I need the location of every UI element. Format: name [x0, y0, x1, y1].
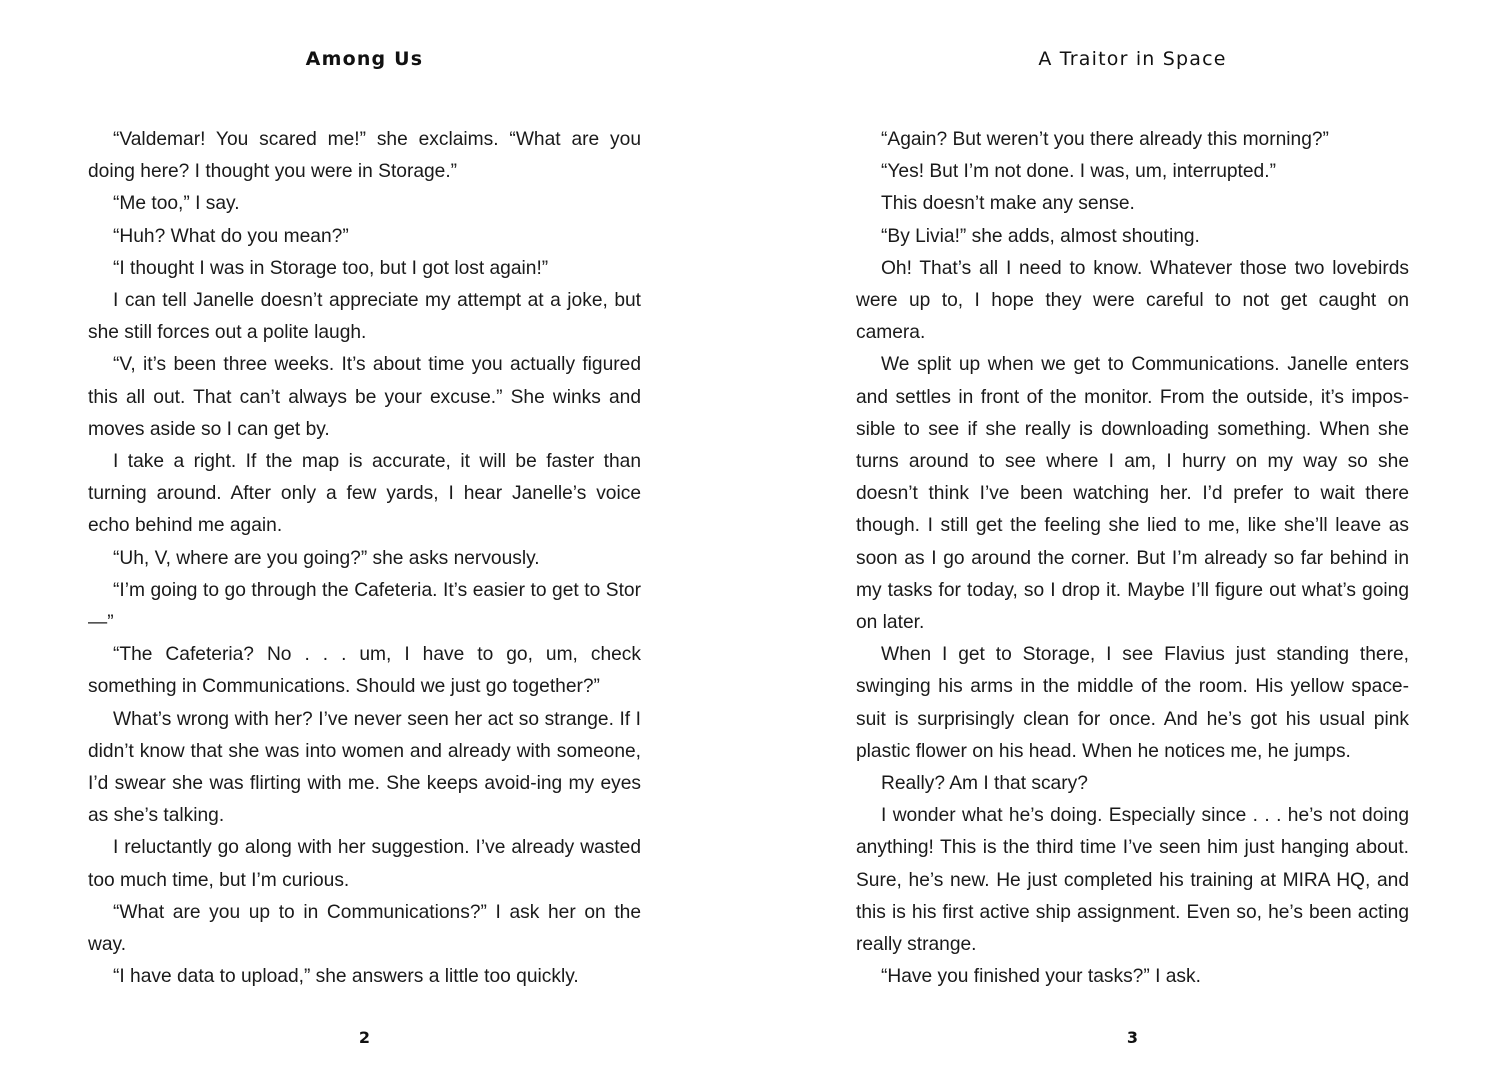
paragraph: What’s wrong with her? I’ve never seen her act so strange. If I didn’t know that she was into women and already with someone, I’d swear she was flirting with me. She keeps avoid-ing my eyes as she’s talking. — [88, 708, 641, 827]
paragraph: “I thought I was in Storage too, but I got lost again!” — [113, 257, 549, 279]
paragraph: We split up when we get to Communications. Janelle enters and settles in front of the monitor. From the outside, it’s impos-sible to see if she really is downloading something. When she turns around to see where I am, I hurry on my way so she doesn’t think I’ve been watching her. I’d prefer to wait there though. I still get the feeling she lied to me, like she’ll leave as soon as I go around the corner. But I’m already so far behind in my tasks for today, so I drop it. Maybe I’ll figure out what’s going on later. — [856, 354, 1409, 634]
paragraph: “Huh? What do you mean?” — [113, 225, 349, 247]
paragraph: “Valdemar! You scared me!” she exclaims. “What are you doing here? I thought you were in Storage.” — [88, 129, 641, 183]
paragraph: Oh! That’s all I need to know. Whatever those two lovebirds were up to, I hope they were careful to not get caught on camera. — [856, 257, 1409, 344]
running-head-book-title: Among Us — [305, 48, 424, 70]
paragraph: I can tell Janelle doesn’t appreciate my attempt at a joke, but she still forces out a polite laugh. — [88, 290, 641, 344]
paragraph: When I get to Storage, I see Flavius just standing there, swinging his arms in the middle of the room. His yellow space-suit is surprisingly clean for once. And he’s got his usual pink plastic flower on his head. When he notices me, he jumps. — [856, 644, 1409, 762]
paragraph: “Again? But weren’t you there already this morning?” — [881, 129, 1329, 150]
paragraph: “Yes! But I’m not done. I was, um, interrupted.” — [881, 161, 1276, 183]
paragraph: “I’m going to go through the Cafeteria. It’s easier to get to Stor—” — [88, 579, 641, 634]
paragraph: “Uh, V, where are you going?” she asks nervously. — [113, 547, 540, 569]
page-number-right: 3 — [1126, 1028, 1139, 1047]
paragraph: I wonder what he’s doing. Especially since . . . he’s not doing anything! This is the third time I’ve seen him just hanging about. Sure, he’s new. He just completed his training at MIRA HQ, and this is his first active ship assignment. Even so, he’s been acting really strange. — [856, 805, 1409, 956]
paragraph: “What are you up to in Communications?” I ask her on the way. — [88, 901, 641, 956]
paragraph: “Have you finished your tasks?” I ask. — [881, 966, 1201, 988]
paragraph: This doesn’t make any sense. — [881, 193, 1135, 215]
paragraph: “The Cafeteria? No . . . um, I have to go, um, check something in Communications. Should we just go together?” — [88, 644, 641, 698]
page-number-left: 2 — [358, 1028, 371, 1047]
left-page-body — [88, 124, 641, 993]
paragraph: I reluctantly go along with her suggestion. I’ve already wasted too much time, but I’m curious. — [88, 837, 641, 891]
running-head-chapter-title: A Traitor in Space — [1038, 48, 1227, 70]
paragraph: “I have data to upload,” she answers a little too quickly. — [113, 966, 579, 988]
right-page — [856, 0, 1409, 1089]
paragraph: “Me too,” I say. — [113, 193, 240, 215]
paragraph: I take a right. If the map is accurate, it will be faster than turning around. After only a few yards, I hear Janelle’s voice echo behind me again. — [88, 451, 641, 537]
right-page-body — [856, 124, 1409, 993]
left-page — [88, 0, 641, 1089]
paragraph: “By Livia!” she adds, almost shouting. — [881, 225, 1200, 247]
paragraph: “V, it’s been three weeks. It’s about time you actually figured this all out. That can’t always be your excuse.” She winks and moves aside so I can get by. — [88, 354, 641, 440]
paragraph: Really? Am I that scary? — [881, 773, 1088, 795]
